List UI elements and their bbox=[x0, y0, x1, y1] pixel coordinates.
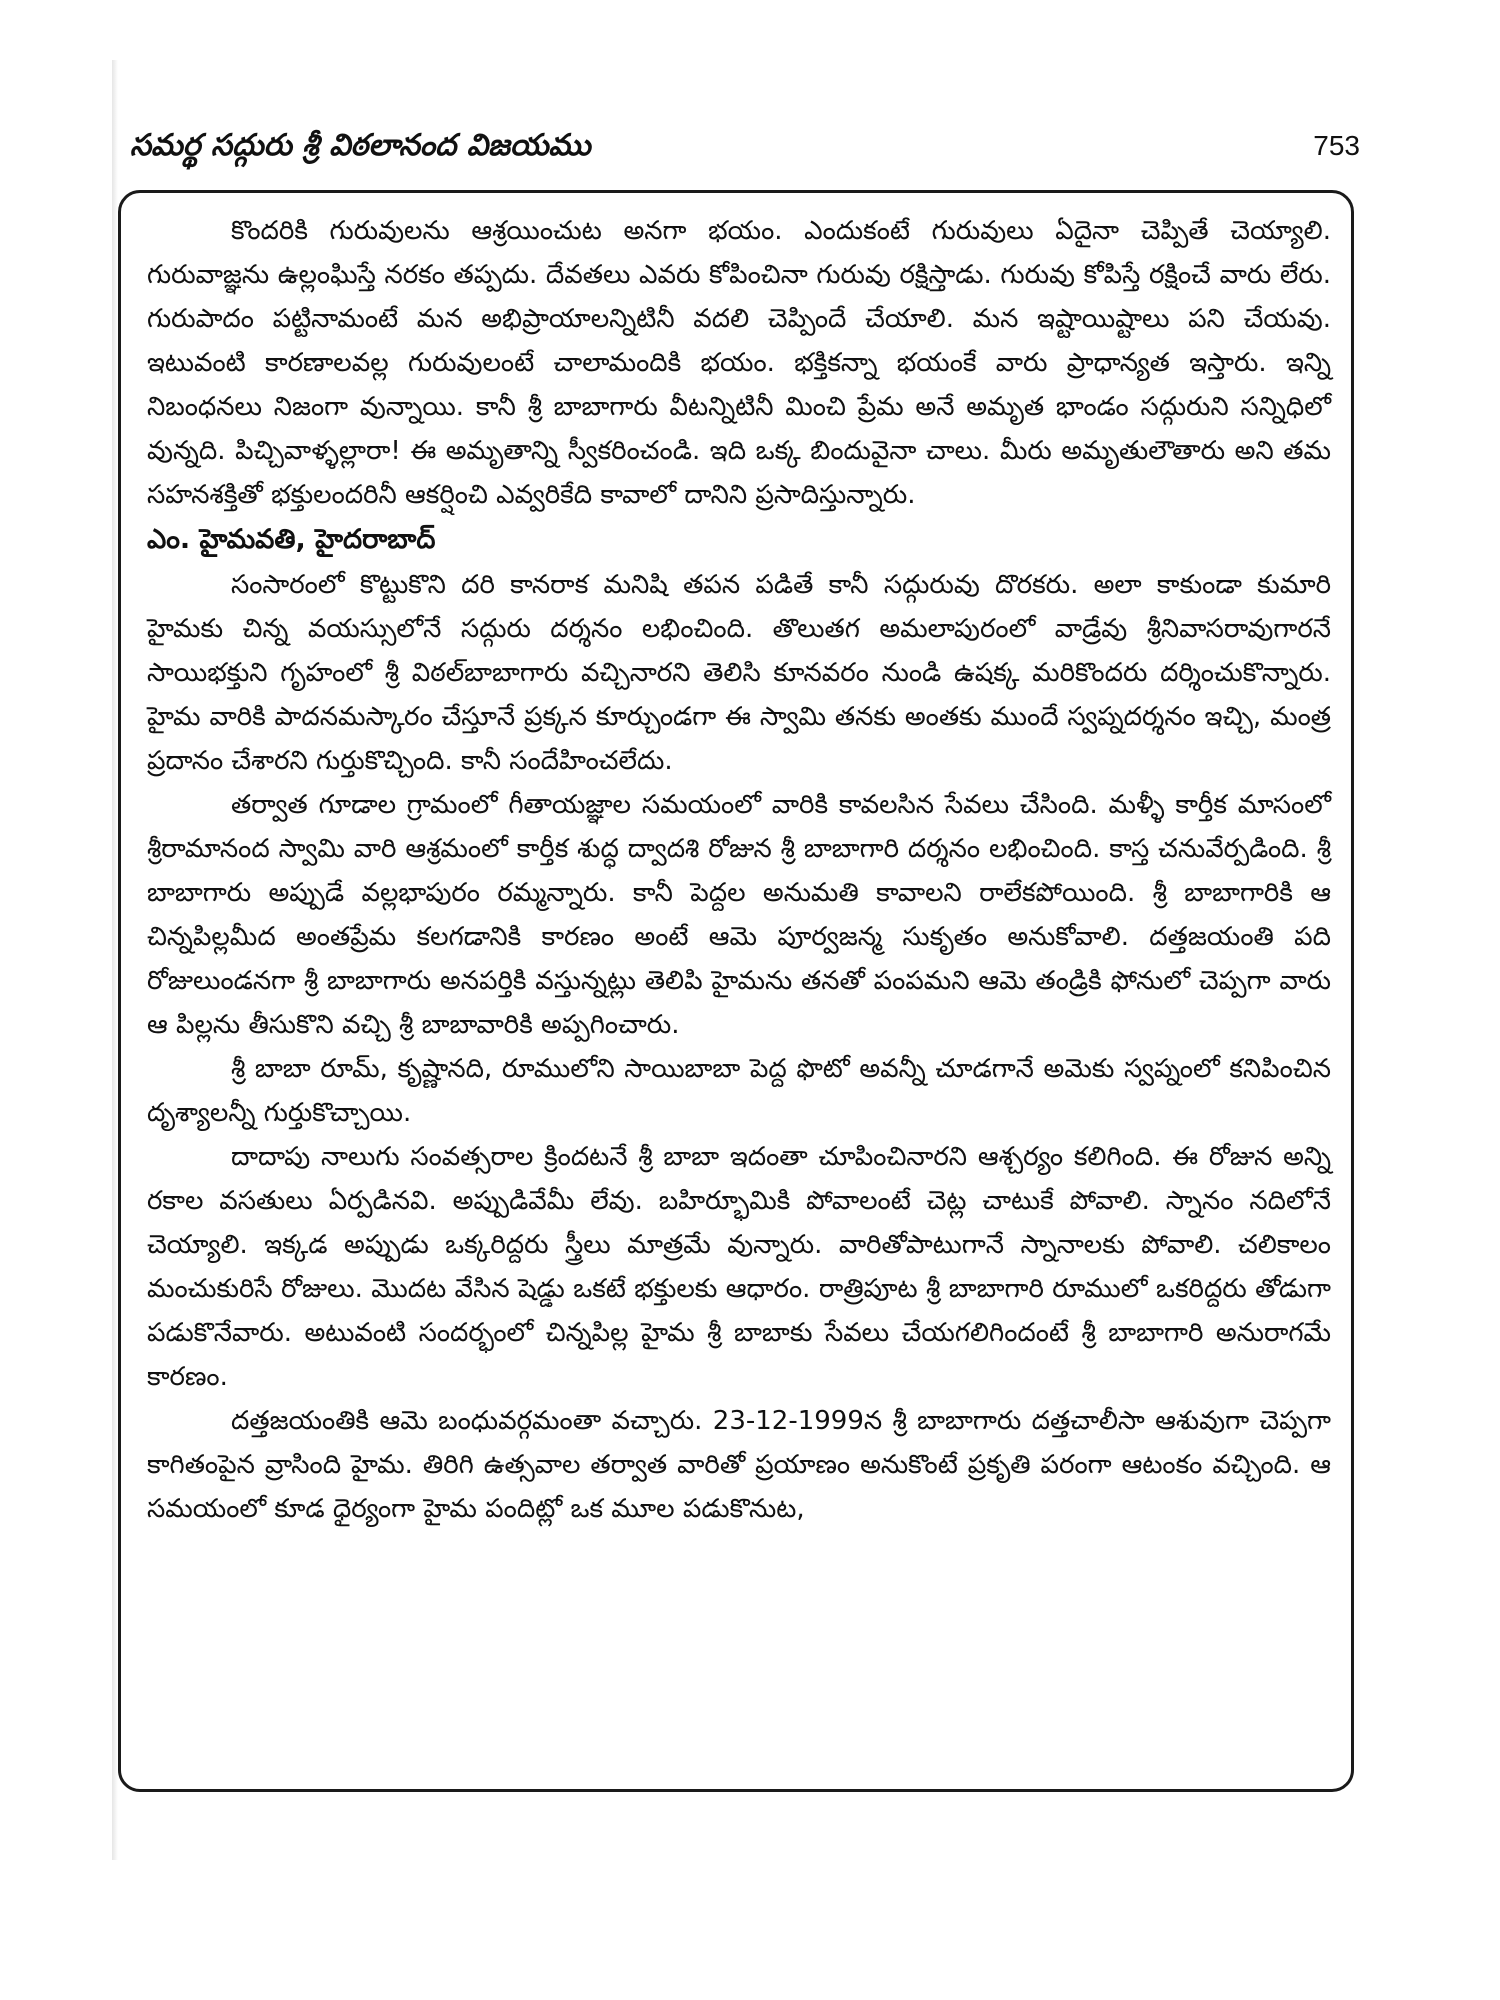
paragraph-4: శ్రీ బాబా రూమ్, కృష్ణానది, రూములోని సాయిబాబా పెద్ద ఫొటో అవన్నీ చూడగానే అమెకు స్వప్నంలో కనిపించిన దృశ్యాలన్నీ గుర్తుకొచ్చాయి. bbox=[147, 1054, 1331, 1128]
text-frame bbox=[118, 190, 1354, 1792]
paragraph-1: కొందరికి గురువులను ఆశ్రయించుట అనగా భయం. ఎందుకంటే గురువులు ఏదైనా చెప్పితే చెయ్యాలి. గురువాజ్ఞను ఉల్లంఘిస్తే నరకం తప్పదు. దేవతలు ఎవరు కోపించినా గురువు రక్షిస్తాడు. గురువు కోపిస్తే రక్షించే వారు లేరు. గురుపాదం పట్టినామంటే మన అభిప్రాయాలన్నిటినీ వదలి చెప్పిందే చేయాలి. మన ఇష్టాయిష్టాలు పని చేయవు. ఇటువంటి కారణాలవల్ల గురువులంటే చాలామందికి భయం. భక్తికన్నా భయంకే వారు ప్రాధాన్యత ఇస్తారు. ఇన్ని నిబంధనలు నిజంగా వున్నాయి. కానీ శ్రీ బాబాగారు వీటన్నిటినీ మించి ప్రేమ అనే అమృత భాండం సద్గురుని సన్నిధిలో వున్నది. పిచ్చివాళ్ళల్లారా! ఈ అమృతాన్ని స్వీకరించండి. ఇది ఒక్క బిందువైనా చాలు. మీరు అమృతులౌతారు అని తమ సహనశక్తితో భక్తులందరినీ ఆకర్షించి ఎవ్వరికేది కావాలో దానిని ప్రసాదిస్తున్నారు. bbox=[147, 216, 1331, 510]
paragraph-3: తర్వాత గూడాల గ్రామంలో గీతాయజ్ఞాల సమయంలో వారికి కావలసిన సేవలు చేసింది. మళ్ళీ కార్తీక మాసంలో శ్రీరామానంద స్వామి వారి ఆశ్రమంలో కార్తీక శుద్ధ ద్వాదశి రోజున శ్రీ బాబాగారి దర్శనం లభించింది. కాస్త చనువేర్పడింది. శ్రీ బాబాగారు అప్పుడే వల్లభాపురం రమ్మన్నారు. కానీ పెద్దల అనుమతి కావాలని రాలేకపోయింది. శ్రీ బాబాగారికి ఆ చిన్నపిల్లమీద అంతప్రేమ కలగడానికి కారణం అంటే ఆమె పూర్వజన్మ సుకృతం అనుకోవాలి. దత్తజయంతి పది రోజులుండనగా శ్రీ బాబాగారు అనపర్తికి వస్తున్నట్లు తెలిపి హైమను తనతో పంపమని ఆమె తండ్రికి ఫోనులో చెప్పగా వారు ఆ పిల్లను తీసుకొని వచ్చి శ్రీ బాబావారికి అప్పగించారు. bbox=[147, 790, 1331, 1040]
paragraph-5: దాదాపు నాలుగు సంవత్సరాల క్రిందటనే శ్రీ బాబా ఇదంతా చూపించినారని ఆశ్చర్యం కలిగింది. ఈ రోజున అన్ని రకాల వసతులు ఏర్పడినవి. అప్పుడివేమీ లేవు. బహిర్భూమికి పోవాలంటే చెట్ల చాటుకే పోవాలి. స్నానం నదిలోనే చెయ్యాలి. ఇక్కడ అప్పుడు ఒక్కరిద్దరు స్త్రీలు మాత్రమే వున్నారు. వారితోపాటుగానే స్నానాలకు పోవాలి. చలికాలం మంచుకురిసే రోజులు. మొదట వేసిన షెడ్డు ఒకటే భక్తులకు ఆధారం. రాత్రిపూట శ్రీ బాబాగారి రూములో ఒకరిద్దరు తోడుగా పడుకొనేవారు. అటువంటి సందర్భంలో చిన్నపిల్ల హైమ శ్రీ బాబాకు సేవలు చేయగలిగిందంటే శ్రీ బాబాగారి అనురాగమే కారణం. bbox=[147, 1142, 1331, 1392]
page-header bbox=[130, 128, 1360, 178]
paragraph-6: దత్తజయంతికి ఆమె బంధువర్గమంతా వచ్చారు. 23-12-1999న శ్రీ బాబాగారు దత్తచాలీసా ఆశువుగా చెప్పగా కాగితంపైన వ్రాసింది హైమ. తిరిగి ఉత్సవాల తర్వాత వారితో ప్రయాణం అనుకొంటే ప్రకృతి పరంగా ఆటంకం వచ్చింది. ఆ సమయంలో కూడ ధైర్యంగా హైమ పందిట్లో ఒక మూల పడుకొనుట, bbox=[147, 1406, 1331, 1524]
page-number: 753 bbox=[1313, 130, 1360, 161]
paragraph-2: సంసారంలో కొట్టుకొని దరి కానరాక మనిషి తపన పడితే కానీ సద్గురువు దొరకరు. అలా కాకుండా కుమారి హైమకు చిన్న వయస్సులోనే సద్గురు దర్శనం లభించింది. తొలుతగ అమలాపురంలో వాడ్రేవు శ్రీనివాసరావుగారనే సాయిభక్తుని గృహంలో శ్రీ విఠల్‌బాబాగారు వచ్చినారని తెలిసి కూనవరం నుండి ఉషక్క మరికొందరు దర్శించుకొన్నారు. హైమ వారికి పాదనమస్కారం చేస్తూనే ప్రక్కన కూర్చుండగా ఈ స్వామి తనకు అంతకు ముందే స్వప్నదర్శనం ఇచ్చి, మంత్ర ప్రదానం చేశారని గుర్తుకొచ్చింది. కానీ సందేహించలేదు. bbox=[147, 570, 1331, 776]
section-heading: ఎం. హైమవతి, హైదరాబాద్ bbox=[147, 524, 436, 555]
running-title: సమర్థ సద్గురు శ్రీ విఠలానంద విజయము bbox=[130, 128, 591, 163]
